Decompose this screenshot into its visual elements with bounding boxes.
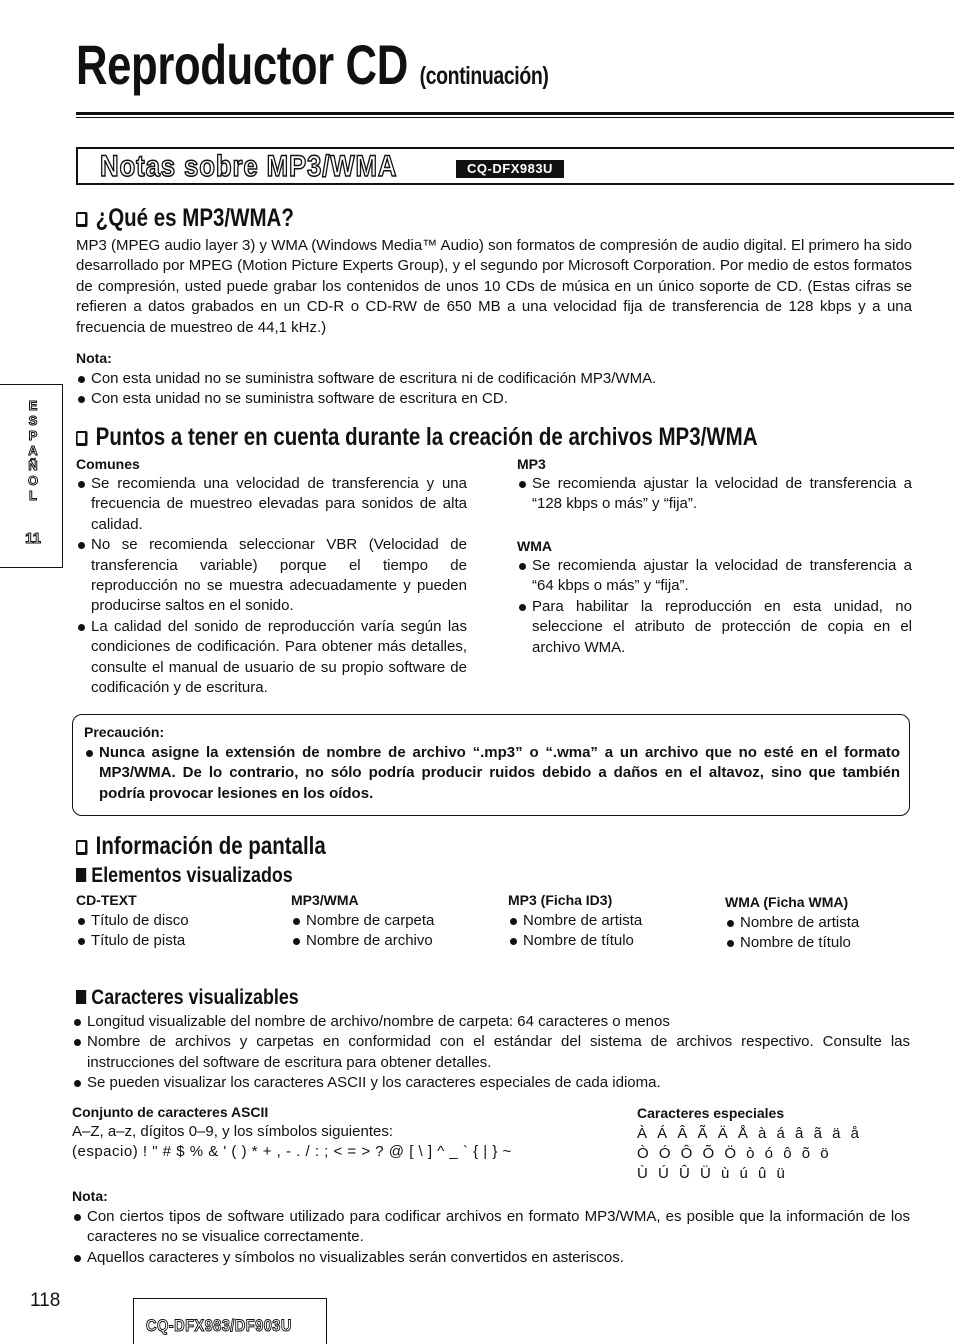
header-rule-thin	[76, 117, 954, 118]
list-item: Nombre de artista	[725, 913, 925, 933]
mp3-list	[517, 474, 912, 515]
special-chars-row: À Á Â Ã Ä Å à á â ã ä å	[637, 1125, 862, 1142]
heading-display-info: Información de pantalla	[76, 832, 326, 860]
list-item: Título de pista	[76, 931, 276, 951]
list-item: Se pueden visualizar los caracteres ASCII y los caracteres especiales de cada idioma.	[72, 1073, 910, 1093]
special-chars-row: Ù Ú Û Ü ù ú û ü	[637, 1165, 788, 1182]
caution-text: Nunca asigne la extensión de nombre de archivo “.mp3” o “.wma” a un archivo que no esté en el formato MP3/WMA. De lo contrario, no sólo podría producir ruidos debido a daños en el altavoz, sino que también podría provocar lesiones en los oídos.	[84, 743, 900, 804]
page-title: Reproductor CD (continuación)	[76, 33, 549, 96]
list-item: Longitud visualizable del nombre de archivo/nombre de carpeta: 64 caracteres o menos	[72, 1012, 910, 1032]
notes-list	[76, 369, 912, 410]
column-wma-tag	[725, 893, 925, 954]
model-badge: CQ-DFX983U	[456, 160, 564, 178]
list-item: No se recomienda seleccionar VBR (Velocidad de transferencia variable) porque el tiempo de reproducción no se muestra adecuadamente y pueden producirse saltos en el sonido.	[76, 535, 467, 617]
list-item: Se recomienda ajustar la velocidad de transferencia a “128 kbps o más” y “fija”.	[517, 474, 912, 515]
list-item: Para habilitar la reproducción en esta unidad, no seleccione el atributo de protección de copia en el archivo WMA.	[517, 597, 912, 658]
list-item: Nombre de título	[725, 933, 925, 953]
note-label: Nota:	[76, 350, 112, 366]
ascii-label: Conjunto de caracteres ASCII	[72, 1104, 269, 1120]
heading-characters: Caracteres visualizables	[76, 986, 299, 1010]
heading-elements: Elementos visualizados	[76, 864, 293, 888]
list-item: Nombre de carpeta	[291, 911, 491, 931]
column-mp3-id3	[508, 891, 708, 952]
list-item: Nombre de título	[508, 931, 708, 951]
list-item: La calidad del sonido de reproducción varía según las condiciones de codificación. Para obtener más detalles, consulte el manual de usuario de su propio software de codificación y de escritura.	[76, 617, 467, 699]
wma-label: WMA	[517, 538, 552, 554]
page-number: 118	[30, 1290, 61, 1311]
display-notes-list	[72, 1207, 910, 1268]
column-label: WMA (Ficha WMA)	[725, 894, 849, 910]
list-item: Nombre de artista	[508, 911, 708, 931]
heading-what-is: ¿Qué es MP3/WMA?	[76, 204, 294, 232]
column-cd-text	[76, 891, 276, 952]
characters-list	[72, 1012, 910, 1094]
square-bullet-icon	[76, 868, 86, 882]
common-list	[76, 474, 467, 698]
mp3-label: MP3	[517, 456, 546, 472]
caution-list	[84, 743, 900, 804]
special-chars-label: Caracteres especiales	[637, 1105, 785, 1121]
language-tab-number: 11	[25, 530, 41, 547]
column-label: MP3 (Ficha ID3)	[508, 892, 613, 908]
column-label: CD-TEXT	[76, 892, 137, 908]
heading-points: Puntos a tener en cuenta durante la creación de archivos MP3/WMA	[76, 423, 758, 451]
what-is-paragraph: MP3 (MPEG audio layer 3) y WMA (Windows Media™ Audio) son formatos de compresión de audio digital. El primero ha sido desarrollado por MPEG (Motion Picture Experts Group), y el segundo por Microsoft Corporation. Por medio de estos formatos de compresión, usted puede grabar los contenidos de unos 10 CDs de música en un único soporte de CD. (Estas cifras se refieren a datos grabados en un CD-R o CD-RW de 650 MB a una velocidad fija de transferencia de 128 kbps y a una frecuencia de muestreo de 44,1 kHz.)	[76, 237, 912, 336]
checkbox-icon	[76, 212, 87, 227]
list-item: Nombre de archivo	[291, 931, 491, 951]
column-mp3-wma	[291, 891, 491, 952]
ascii-line-2: (espacio) ! " # $ % & ' ( ) * + , - . / : ; < = > ? @ [ \ ] ^ _ ` { | } ~	[72, 1143, 512, 1160]
header-rule	[76, 112, 954, 115]
list-item: Con esta unidad no se suministra software de escritura en CD.	[76, 389, 912, 409]
list-item: Con esta unidad no se suministra software de escritura ni de codificación MP3/WMA.	[76, 369, 912, 389]
section-title: Notas sobre MP3/WMA	[100, 150, 398, 183]
list-item: Aquellos caracteres y símbolos no visualizables serán convertidos en asteriscos.	[72, 1248, 910, 1268]
checkbox-icon	[76, 431, 87, 446]
language-tab-letters: E S P A Ñ O L	[27, 398, 39, 503]
note-label: Nota:	[72, 1188, 108, 1204]
common-label: Comunes	[76, 456, 140, 472]
footer-model: CQ-DFX983/DF903U	[146, 1316, 292, 1335]
caution-label: Precaución:	[84, 724, 165, 740]
ascii-line-1: A–Z, a–z, dígitos 0–9, y los símbolos siguientes:	[72, 1123, 393, 1140]
square-bullet-icon	[76, 990, 86, 1004]
list-item: Se recomienda ajustar la velocidad de transferencia a “64 kbps o más” y “fija”.	[517, 556, 912, 597]
list-item: Se recomienda una velocidad de transferencia y una frecuencia de muestreo elevadas para sonidos de alta calidad.	[76, 474, 467, 535]
special-chars-row: Ò Ó Ô Õ Ö ò ó ô õ ö	[637, 1145, 832, 1162]
list-item: Nombre de archivos y carpetas en conformidad con el estándar del sistema de archivos respectivo. Consulte las instrucciones del software de escritura para obtener detalles.	[72, 1032, 910, 1073]
list-item: Título de disco	[76, 911, 276, 931]
checkbox-icon	[76, 840, 87, 855]
wma-list	[517, 556, 912, 658]
list-item: Con ciertos tipos de software utilizado para codificar archivos en formato MP3/WMA, es posible que la información de los caracteres no se visualice correctamente.	[72, 1207, 910, 1248]
column-label: MP3/WMA	[291, 892, 359, 908]
page-title-suffix: (continuación)	[419, 62, 549, 90]
